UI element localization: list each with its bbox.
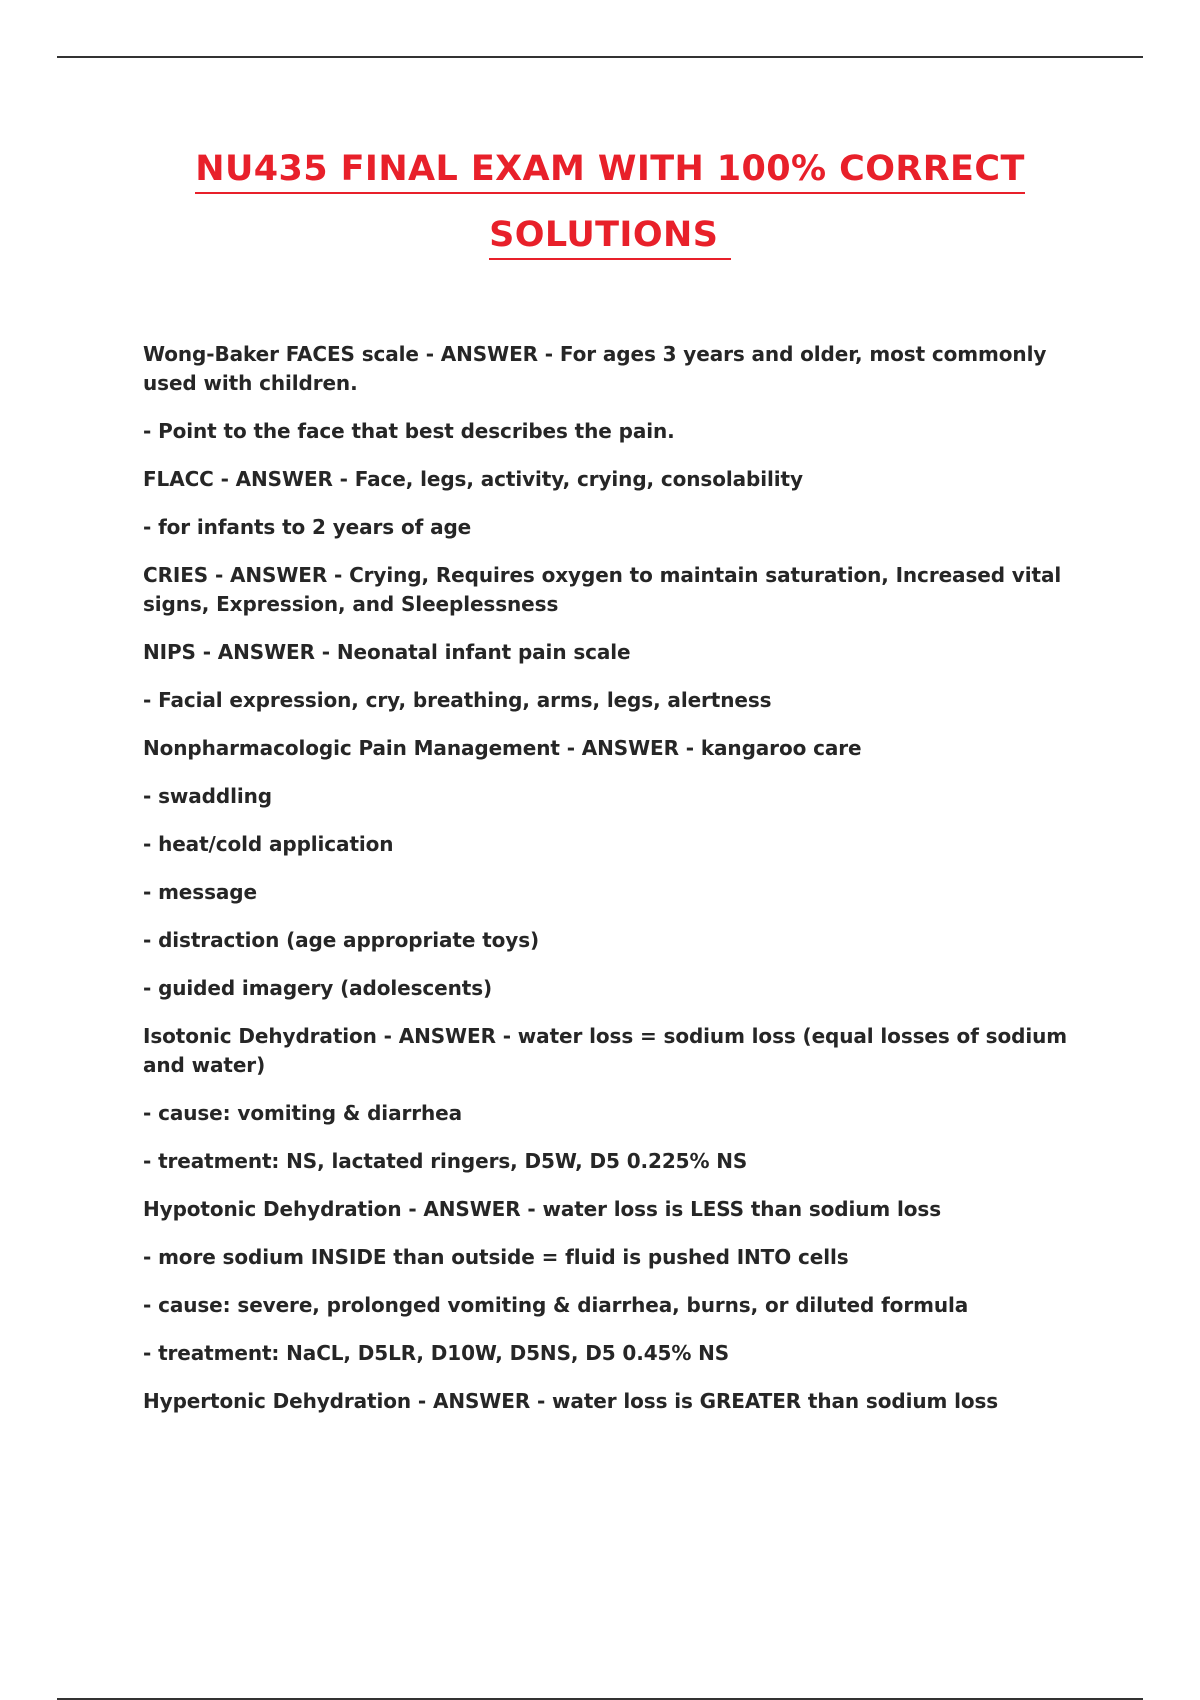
- paragraph-wong-baker: Wong-Baker FACES scale - ANSWER - For ages 3 years and older, most commonly used with children.: [143, 342, 1047, 395]
- header-rule: [57, 56, 1143, 58]
- list-item: - cause: severe, prolonged vomiting & diarrhea, burns, or diluted formula: [143, 1293, 969, 1317]
- document-body: [143, 340, 1093, 1435]
- paragraph-hypotonic: Hypotonic Dehydration - ANSWER - water loss is LESS than sodium loss: [143, 1197, 942, 1221]
- paragraph-nips: NIPS - ANSWER - Neonatal infant pain scale: [143, 640, 631, 664]
- paragraph-flacc: FLACC - ANSWER - Face, legs, activity, crying, consolability: [143, 467, 803, 491]
- list-item: - cause: vomiting & diarrhea: [143, 1101, 462, 1125]
- title-line-2: SOLUTIONS: [489, 214, 731, 260]
- paragraph-isotonic: Isotonic Dehydration - ANSWER - water loss = sodium loss (equal losses of sodium and water): [143, 1024, 1067, 1077]
- list-item: - treatment: NS, lactated ringers, D5W, D5 0.225% NS: [143, 1149, 748, 1173]
- document-title: [130, 148, 1090, 260]
- paragraph-nonpharm: Nonpharmacologic Pain Management - ANSWER - kangaroo care: [143, 736, 862, 760]
- paragraph-nips-detail: - Facial expression, cry, breathing, arms, legs, alertness: [143, 688, 772, 712]
- list-item: - distraction (age appropriate toys): [143, 928, 540, 952]
- paragraph-wong-baker-detail: - Point to the face that best describes the pain.: [143, 419, 675, 443]
- list-item: - more sodium INSIDE than outside = fluid is pushed INTO cells: [143, 1245, 849, 1269]
- paragraph-cries: CRIES - ANSWER - Crying, Requires oxygen to maintain saturation, Increased vital signs, Expression, and Sleeplessness: [143, 563, 1062, 616]
- list-item: - guided imagery (adolescents): [143, 976, 493, 1000]
- list-item: - treatment: NaCL, D5LR, D10W, D5NS, D5 0.45% NS: [143, 1341, 730, 1365]
- paragraph-flacc-detail: - for infants to 2 years of age: [143, 515, 472, 539]
- paragraph-hypertonic: Hypertonic Dehydration - ANSWER - water loss is GREATER than sodium loss: [143, 1389, 999, 1413]
- list-item: - swaddling: [143, 784, 272, 808]
- list-item: - heat/cold application: [143, 832, 394, 856]
- list-item: - message: [143, 880, 257, 904]
- title-line-1: NU435 FINAL EXAM WITH 100% CORRECT: [195, 148, 1024, 194]
